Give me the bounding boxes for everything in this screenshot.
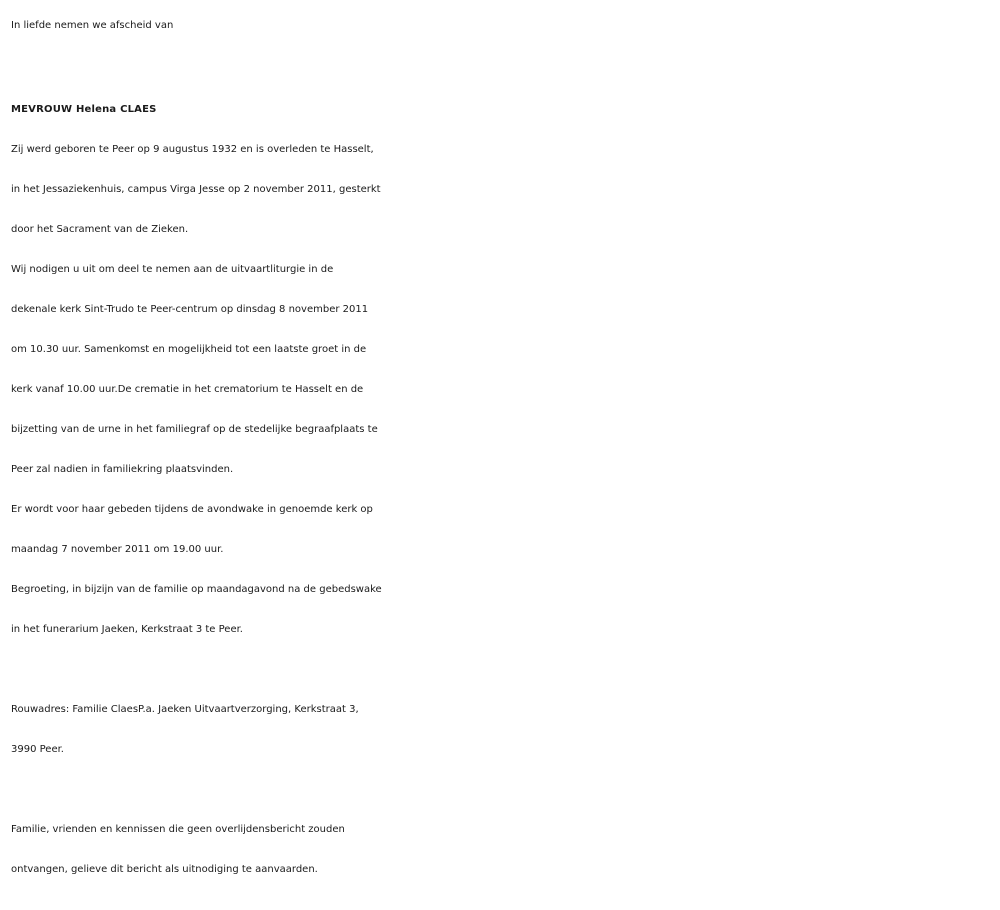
body-line: Peer zal nadien in familiekring plaatsvinden. [11,464,234,475]
body-line: maandag 7 november 2011 om 19.00 uur. [11,544,224,555]
body-line: in het Jessaziekenhuis, campus Virga Jesse op 2 november 2011, gesterkt [11,184,381,195]
body-line: Begroeting, in bijzijn van de familie op maandagavond na de gebedswake [11,584,382,595]
body-line: door het Sacrament van de Zieken. [11,224,189,235]
mourning-address [11,690,1000,770]
body-line: dekenale kerk Sint-Trudo te Peer-centrum op dinsdag 8 november 2011 [11,304,369,315]
closing-line: Familie, vrienden en kennissen die geen overlijdensbericht zouden [11,824,345,835]
spacer [11,650,1000,690]
intro-text: In liefde nemen we afscheid van [11,20,174,31]
body-line: in het funerarium Jaeken, Kerkstraat 3 te Peer. [11,624,243,635]
body-line: Wij nodigen u uit om deel te nemen aan de uitvaartliturgie in de [11,264,334,275]
closing-line: ontvangen, gelieve dit bericht als uitnodiging te aanvaarden. [11,864,318,875]
body-line: om 10.30 uur. Samenkomst en mogelijkheid tot een laatste groet in de [11,344,367,355]
address-line: Rouwadres: Familie ClaesP.a. Jaeken Uitvaartverzorging, Kerkstraat 3, [11,704,359,715]
body-line: Er wordt voor haar gebeden tijdens de avondwake in genoemde kerk op [11,504,373,515]
address-line: 3990 Peer. [11,744,64,755]
main-paragraph [11,130,1000,650]
spacer [11,770,1000,810]
body-line: Zij werd geboren te Peer op 9 augustus 1932 en is overleden te Hasselt, [11,144,374,155]
closing-note [11,810,1000,890]
deceased-name: MEVROUW Helena CLAES [11,104,157,115]
body-line: bijzetting van de urne in het familiegraf op de stedelijke begraafplaats te [11,424,378,435]
body-line: kerk vanaf 10.00 uur.De crematie in het crematorium te Hasselt en de [11,384,364,395]
